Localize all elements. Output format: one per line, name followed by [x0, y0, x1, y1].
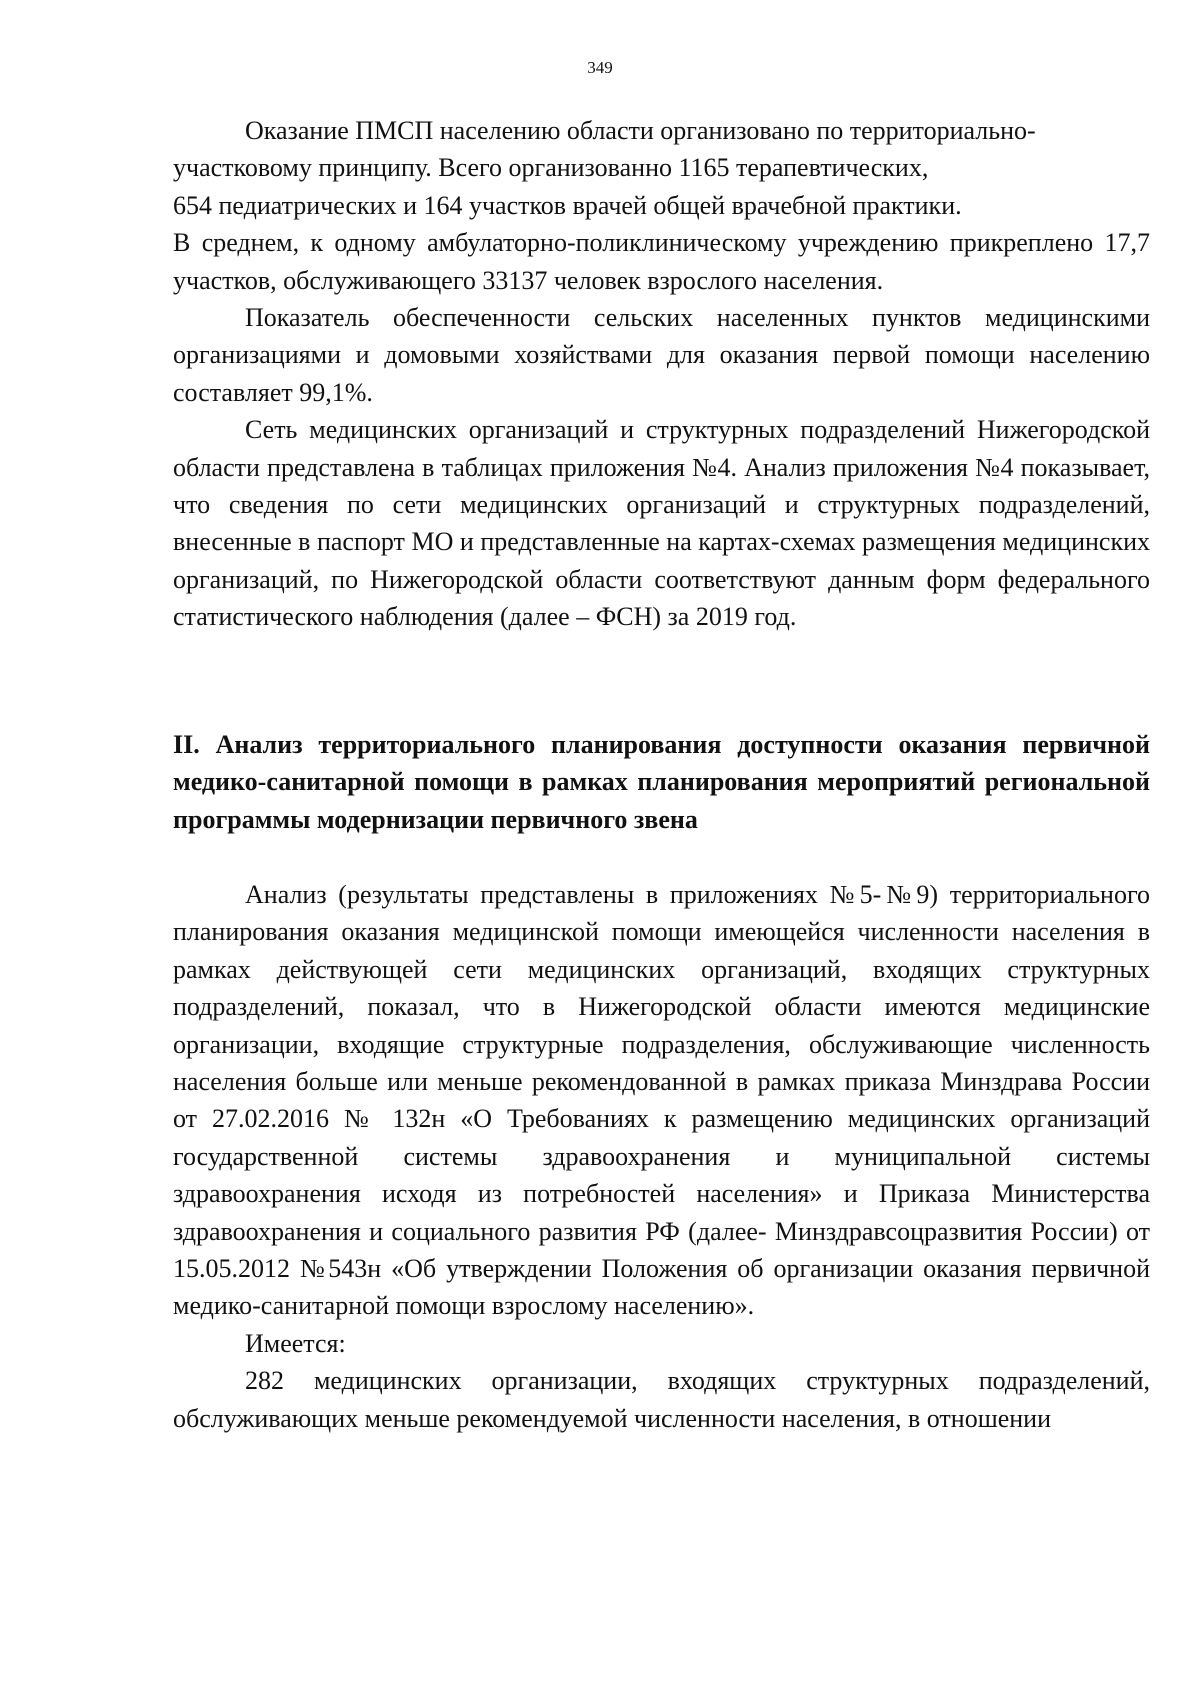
paragraph-line-1: Оказание ПМСП населению области организовано по территориально-	[245, 116, 1036, 145]
document-body	[173, 112, 1150, 1437]
page-number: 349	[587, 58, 613, 77]
paragraph-rural-coverage: Показатель обеспеченности сельских населенных пунктов медицинскими организациями и домовыми хозяйствами для оказания первой помощи населению составляет 99,1%.	[173, 303, 1150, 407]
paragraph-line-2: участковому принципу. Всего организованно 1165 терапевтических,	[173, 153, 929, 183]
paragraph-organizations-count: 282 медицинских организации, входящих структурных подразделений, обслуживающих меньше рекомендуемой численности населения, в отношении	[173, 1366, 1150, 1433]
paragraph-analysis: Анализ (результаты представлены в приложениях №5-№9) территориального планирования оказания медицинской помощи имеющейся численности населения в рамках действующей сети медицинских организаций, входящих структурных подразделений, показал, что в Нижегородской области имеются медицинские организации, входящие структурные подразделения, обслуживающие численность населения больше или меньше рекомендованной в рамках приказа Минздрава России от 27.02.2016 № 132н «О Требованиях к размещению медицинских организаций государственной системы здравоохранения и муниципальной системы здравоохранения исходя из потребностей населения» и Приказа Министерства здравоохранения и социального развития РФ (далее- Минздравсоцразвития России) от 15.05.2012 №543н «Об утверждении Положения об организации оказания первичной медико-санитарной помощи взрослому населению».	[173, 879, 1150, 1321]
paragraph-network: Сеть медицинских организаций и структурных подразделений Нижегородской области представлена в таблицах приложения №4. Анализ приложения №4 показывает, что сведения по сети медицинских организаций и структурных подразделений, внесенные в паспорт МО и представленные на картах-схемах размещения медицинских организаций, по Нижегородской области соответствуют данным форм федерального статистического наблюдения (далее – ФСН) за 2019 год.	[173, 415, 1150, 632]
paragraph-available: Имеется:	[245, 1328, 346, 1358]
paragraph-line-3: 654 педиатрических и 164 участков врачей общей врачебной практики.	[173, 190, 962, 220]
section-heading: II. Анализ территориального планирования доступности оказания первичной медико-санитарной помощи в рамках планирования мероприятий региональной программы модернизации первичного звена	[173, 729, 1150, 834]
paragraph-average-sections: В среднем, к одному амбулаторно-поликлиническому учреждению прикреплено 17,7 участков, обслуживающего 33137 человек взрослого населения.	[173, 228, 1150, 295]
